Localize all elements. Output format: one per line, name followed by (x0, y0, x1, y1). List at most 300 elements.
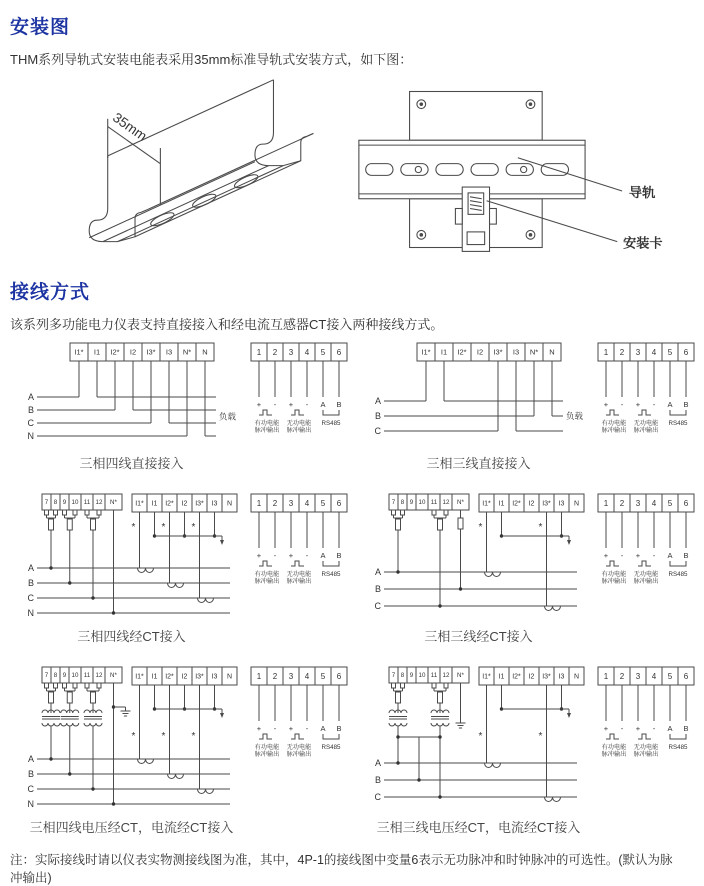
sign-label: + (256, 551, 262, 560)
sign-label: A (320, 551, 326, 560)
pulse-waveform-icon (291, 561, 304, 566)
ct-loop (168, 774, 184, 779)
wiring-diagram-caption: 三相四线直接接入 (79, 456, 184, 471)
sign-label: + (288, 724, 294, 733)
din-rail-isometric-figure (10, 72, 340, 267)
terminal-label: 12 (442, 499, 450, 507)
terminal-label: 12 (95, 499, 103, 507)
junction-dot (396, 570, 399, 573)
terminal-label: 2 (619, 671, 625, 681)
wiring-diagram-caption: 三相三线直接接入 (426, 456, 531, 471)
terminal-label: 9 (409, 672, 414, 680)
phase-label: C (374, 792, 381, 802)
sign-label: - (273, 400, 277, 409)
terminal-label: N (573, 673, 580, 681)
terminal-label: N* (110, 672, 117, 680)
plug (432, 510, 436, 515)
phase-label: A (374, 758, 381, 768)
terminal-label: N* (110, 499, 117, 507)
terminal-label: I3 (211, 500, 218, 508)
terminal-label: 6 (336, 347, 342, 357)
aux-group-label: 脉冲输出 (601, 578, 627, 586)
sign-label: - (273, 724, 277, 733)
sign-label: B (336, 400, 342, 409)
junction-dot (396, 735, 399, 738)
ct-star-mark: * (538, 522, 543, 533)
plug (45, 510, 49, 515)
terminal-label: 2 (619, 498, 625, 508)
phase-label: C (374, 426, 381, 436)
pt-winding (42, 723, 60, 726)
phase-label: A (27, 392, 34, 402)
aux-group-label: 无功电能 (633, 744, 659, 751)
wiring-diagram-cell (10, 337, 357, 472)
terminal-label: 5 (667, 671, 673, 681)
install-figures (10, 72, 682, 267)
terminal-label: I3 (211, 673, 218, 681)
terminal-label: I1 (498, 673, 505, 681)
terminal-label: 8 (53, 499, 58, 507)
junction-dot (68, 772, 71, 775)
sign-label: - (652, 724, 656, 733)
pt-winding (389, 723, 407, 726)
ct-loop (138, 568, 154, 573)
terminal-label: I2* (457, 347, 467, 357)
terminal-label: 6 (683, 498, 689, 508)
sign-label: + (256, 724, 262, 733)
aux-terminal-block-svg (592, 488, 704, 588)
terminal-label: I1* (135, 500, 144, 508)
pulse-waveform-icon (259, 734, 272, 739)
ct-star-mark: * (478, 731, 483, 742)
rail-slot (506, 164, 533, 176)
plug (401, 683, 405, 688)
sign-label: + (603, 400, 609, 409)
terminal-label: I2* (512, 500, 521, 508)
aux-group-label: 有功电能 (254, 744, 280, 751)
terminal-label: I2* (512, 673, 521, 681)
sign-label: + (603, 724, 609, 733)
fuse (458, 518, 463, 529)
rail-label: 导轨 (628, 184, 656, 200)
plug (392, 510, 396, 515)
sign-label: + (635, 551, 641, 560)
ct-loop (485, 763, 501, 768)
sign-label: + (288, 551, 294, 560)
wiring-diagram-caption: 三相四线电压经CT，电流经CT接入 (29, 820, 234, 835)
plug (63, 683, 67, 688)
junction-dot (112, 611, 115, 614)
fuse (67, 519, 72, 530)
terminal-label: 6 (683, 347, 689, 357)
rail-front-profile (89, 156, 148, 242)
terminal-label: I1* (421, 347, 431, 357)
aux-group-label: 脉冲输出 (254, 578, 280, 586)
terminal-label: 4 (651, 347, 657, 357)
aux-group-label: 脉冲输出 (286, 751, 312, 759)
meter-mounting-drawing (359, 92, 622, 252)
terminal-label: 10 (71, 672, 79, 680)
terminal-label: 5 (667, 498, 673, 508)
aux-group-label: 无功电能 (633, 571, 659, 578)
terminal-label: 5 (320, 347, 326, 357)
ct-star-mark: * (161, 731, 166, 742)
terminal-label: N (226, 673, 233, 681)
fuse (49, 519, 54, 530)
pt-winding (61, 723, 79, 726)
sign-label: + (603, 551, 609, 560)
phase-label: B (374, 584, 381, 594)
rail-slot (436, 164, 463, 176)
terminal-label: 6 (683, 671, 689, 681)
aux-group-label: 无功电能 (286, 420, 312, 427)
aux-group-label: 有功电能 (601, 420, 627, 427)
terminal-label: 7 (391, 499, 396, 507)
pt-winding (84, 723, 102, 726)
terminal-label: I3 (558, 500, 565, 508)
phase-label: C (374, 601, 381, 611)
sign-label: + (635, 400, 641, 409)
plug (63, 510, 67, 515)
ct-star-mark: * (191, 522, 196, 533)
pt-winding (431, 723, 449, 726)
terminal-label: I2* (165, 500, 174, 508)
aux-terminal-block-svg (592, 337, 704, 437)
ct-loop (168, 583, 184, 588)
terminal-label: I1* (74, 347, 84, 357)
rs485-bracket-icon (670, 561, 686, 566)
footnote-text: 注：实际接线时请以仪表实物测接线图为准，其中，4P-1的接线图中变量6表示无功脉冲和时钟脉冲的可选性。(默认为脉冲输出) (10, 853, 673, 885)
ground-arrow (567, 713, 571, 718)
terminal-label: 3 (635, 347, 641, 357)
fuse (67, 692, 72, 703)
terminal-label: N* (457, 672, 464, 680)
terminal-label: N (202, 347, 208, 357)
rs485-bracket-icon (670, 410, 686, 415)
rail-slot (471, 164, 498, 176)
load-label: 负载 (566, 411, 584, 421)
plug (73, 683, 77, 688)
ct-loop (138, 759, 154, 764)
terminal-label: 4 (304, 671, 310, 681)
plug (85, 510, 89, 515)
rail-slot (401, 164, 428, 176)
terminal-label: 10 (418, 672, 426, 680)
plug (45, 683, 49, 688)
terminal-label: 8 (400, 499, 405, 507)
clip-side-tab (490, 209, 497, 225)
phase-label: A (374, 567, 381, 577)
rail-dimension-label: 35mm (109, 109, 150, 144)
terminal-label: I2 (528, 673, 535, 681)
terminal-label: N* (182, 347, 192, 357)
plug (85, 683, 89, 688)
sign-label: - (620, 551, 624, 560)
pulse-waveform-icon (259, 410, 272, 415)
wiring-diagram-cell (10, 661, 357, 836)
terminal-label: I3* (195, 500, 204, 508)
terminal-label: I2 (181, 673, 188, 681)
phase-label: C (27, 784, 34, 794)
aux-terminal-block-svg (592, 661, 704, 761)
wiring-schematic-svg (24, 661, 239, 813)
terminal-label: 1 (256, 498, 262, 508)
plug (401, 510, 405, 515)
terminal-label: 3 (288, 347, 294, 357)
terminal-label: 1 (603, 498, 609, 508)
aux-group-label: RS485 (321, 571, 341, 578)
wiring-section-title: 接线方式 (10, 282, 91, 303)
ct-star-mark: * (191, 731, 196, 742)
sign-label: - (620, 724, 624, 733)
phase-label: B (374, 411, 381, 421)
aux-group-label: 脉冲输出 (286, 427, 312, 435)
phase-label: N (27, 431, 34, 441)
wiring-grid (10, 337, 689, 836)
plug (392, 683, 396, 688)
junction-dot (112, 802, 115, 805)
terminal-label: 4 (304, 498, 310, 508)
sign-label: B (683, 551, 689, 560)
phase-label: B (27, 405, 34, 415)
phase-label: N (27, 799, 34, 809)
terminal-label: 7 (391, 672, 396, 680)
terminal-label: I1* (482, 500, 491, 508)
terminal-label: 6 (336, 671, 342, 681)
rs485-bracket-icon (323, 734, 339, 739)
terminal-label: I1 (440, 347, 448, 357)
junction-dot (396, 761, 399, 764)
din-rail-drawing (89, 80, 313, 242)
wiring-schematic-svg (371, 337, 586, 449)
aux-terminal-block-svg (245, 661, 357, 761)
sign-label: A (667, 551, 673, 560)
terminal-label: N (573, 500, 580, 508)
phase-label: B (27, 769, 34, 779)
rs485-bracket-icon (323, 561, 339, 566)
ct-star-mark: * (478, 522, 483, 533)
terminal-label: I2 (528, 500, 535, 508)
terminal-label: 10 (71, 499, 79, 507)
aux-group-label: 脉冲输出 (254, 751, 280, 759)
clip-tab (467, 232, 485, 245)
sign-label: A (667, 724, 673, 733)
fuse (438, 519, 443, 530)
ct-star-mark: * (131, 731, 136, 742)
sign-label: A (667, 400, 673, 409)
clip-spring-box (468, 193, 484, 214)
aux-terminal-block-svg (245, 488, 357, 588)
pulse-waveform-icon (259, 561, 272, 566)
terminal-label: N* (457, 499, 464, 507)
terminal-label: 11 (83, 499, 91, 507)
terminal-label: 5 (667, 347, 673, 357)
phase-label: A (27, 754, 34, 764)
terminal-label: 4 (304, 347, 310, 357)
junction-dot (49, 566, 52, 569)
plug (97, 510, 101, 515)
terminal-label: 2 (272, 347, 278, 357)
wiring-schematic-svg (371, 488, 586, 622)
wiring-diagram-cell (357, 337, 704, 472)
aux-group-label: 无功电能 (286, 744, 312, 751)
wiring-schematic-svg (24, 488, 239, 622)
terminal-label: 9 (409, 499, 414, 507)
sign-label: - (620, 400, 624, 409)
aux-group-label: RS485 (321, 420, 341, 427)
phase-label: B (374, 775, 381, 785)
fuse (49, 692, 54, 703)
terminal-label: I1 (498, 500, 505, 508)
aux-group-label: 有功电能 (601, 744, 627, 751)
sign-label: - (305, 400, 309, 409)
terminal-label: 1 (256, 671, 262, 681)
sign-label: B (683, 400, 689, 409)
terminal-label: 7 (44, 499, 49, 507)
aux-group-label: RS485 (668, 571, 688, 578)
terminal-label: I3* (542, 500, 551, 508)
terminal-label: N (226, 500, 233, 508)
terminal-label: I3 (165, 347, 173, 357)
terminal-label: I2* (110, 347, 120, 357)
pulse-waveform-icon (606, 410, 619, 415)
wiring-diagram-cell (357, 661, 704, 836)
terminal-label: I1 (151, 500, 158, 508)
terminal-label: N (549, 347, 555, 357)
aux-group-label: RS485 (321, 744, 341, 751)
terminal-label: I2 (181, 500, 188, 508)
terminal-label: 11 (430, 672, 438, 680)
rail-hole (415, 166, 421, 172)
pulse-waveform-icon (606, 561, 619, 566)
aux-group-label: 无功电能 (286, 571, 312, 578)
phase-label: N (27, 608, 34, 618)
fuse (91, 692, 96, 703)
rail-hole (521, 166, 527, 172)
phase-label: A (374, 396, 381, 406)
sign-label: - (652, 551, 656, 560)
sign-label: - (305, 551, 309, 560)
terminal-label: I3 (558, 673, 565, 681)
fuse (396, 692, 401, 703)
sign-label: B (336, 724, 342, 733)
mounting-clip-label: 安装卡 (623, 235, 663, 251)
terminal-label: I1 (93, 347, 101, 357)
wiring-diagram-cell (357, 488, 704, 645)
terminal-label: 5 (320, 671, 326, 681)
aux-group-label: 无功电能 (633, 420, 659, 427)
install-intro-text: THM系列导轨式安装电能表采用35mm标准导轨式安装方式，如下图： (10, 52, 413, 67)
junction-dot (438, 735, 441, 738)
terminal-label: I3 (512, 347, 520, 357)
sign-label: - (652, 400, 656, 409)
ct-loop (485, 572, 501, 577)
rs485-bracket-icon (323, 410, 339, 415)
terminal-label: 12 (442, 672, 450, 680)
terminal-label: 1 (603, 347, 609, 357)
phase-label: C (27, 593, 34, 603)
terminal-label: 8 (53, 672, 58, 680)
plug (73, 510, 77, 515)
aux-group-label: 有功电能 (601, 571, 627, 578)
terminal-label: 6 (336, 498, 342, 508)
terminal-label: 11 (83, 672, 91, 680)
plug (444, 510, 448, 515)
wiring-diagram-caption: 三相三线电压经CT，电流经CT接入 (376, 820, 581, 835)
ground-arrow (567, 540, 571, 545)
terminal-label: 1 (256, 347, 262, 357)
terminal-label: 9 (62, 672, 67, 680)
ct-star-mark: * (538, 731, 543, 742)
terminal-label: I3* (195, 673, 204, 681)
pulse-waveform-icon (291, 734, 304, 739)
wiring-schematic-svg (24, 337, 239, 449)
aux-group-label: RS485 (668, 744, 688, 751)
rail-slot (366, 164, 393, 176)
aux-terminal-block-svg (245, 337, 357, 437)
fuse (91, 519, 96, 530)
terminal-label: 3 (288, 498, 294, 508)
sign-label: B (336, 551, 342, 560)
terminal-label: 1 (603, 671, 609, 681)
ct-loop (198, 598, 214, 603)
junction-dot (438, 795, 441, 798)
aux-group-label: 脉冲输出 (633, 578, 659, 586)
junction-dot (91, 787, 94, 790)
plug (54, 683, 58, 688)
aux-group-label: 有功电能 (254, 420, 280, 427)
terminal-label: 5 (320, 498, 326, 508)
terminal-label: 2 (619, 347, 625, 357)
sign-label: B (683, 724, 689, 733)
meter-mounting-figure (340, 72, 680, 267)
sign-label: + (256, 400, 262, 409)
terminal-label: 3 (635, 498, 641, 508)
terminal-label: 9 (62, 499, 67, 507)
rail-back-profile (255, 80, 314, 166)
pulse-waveform-icon (638, 410, 651, 415)
aux-group-label: 脉冲输出 (286, 578, 312, 586)
sign-label: - (273, 551, 277, 560)
terminal-label: I2 (129, 347, 137, 357)
terminal-label: 4 (651, 498, 657, 508)
terminal-label: I1* (482, 673, 491, 681)
aux-group-label: RS485 (668, 420, 688, 427)
terminal-label: 3 (635, 671, 641, 681)
terminal-label: N* (529, 347, 539, 357)
terminal-label: I1 (151, 673, 158, 681)
aux-group-label: 脉冲输出 (601, 427, 627, 435)
sign-label: A (320, 400, 326, 409)
pulse-waveform-icon (606, 734, 619, 739)
ct-loop (198, 789, 214, 794)
plug (444, 683, 448, 688)
terminal-label: I2 (476, 347, 484, 357)
junction-dot (91, 596, 94, 599)
terminal-label: I2* (165, 673, 174, 681)
plug (432, 683, 436, 688)
ct-loop (545, 606, 561, 611)
phase-label: C (27, 418, 34, 428)
terminal-label: I3* (542, 673, 551, 681)
fuse (396, 519, 401, 530)
sign-label: + (635, 724, 641, 733)
wiring-diagram-caption: 三相四线经CT接入 (77, 629, 186, 644)
wiring-intro-text: 该系列多功能电力仪表支持直接接入和经电流互感器CT接入两种接线方式。 (10, 317, 444, 332)
ct-star-mark: * (131, 522, 136, 533)
junction-dot (417, 778, 420, 781)
sign-label: - (305, 724, 309, 733)
